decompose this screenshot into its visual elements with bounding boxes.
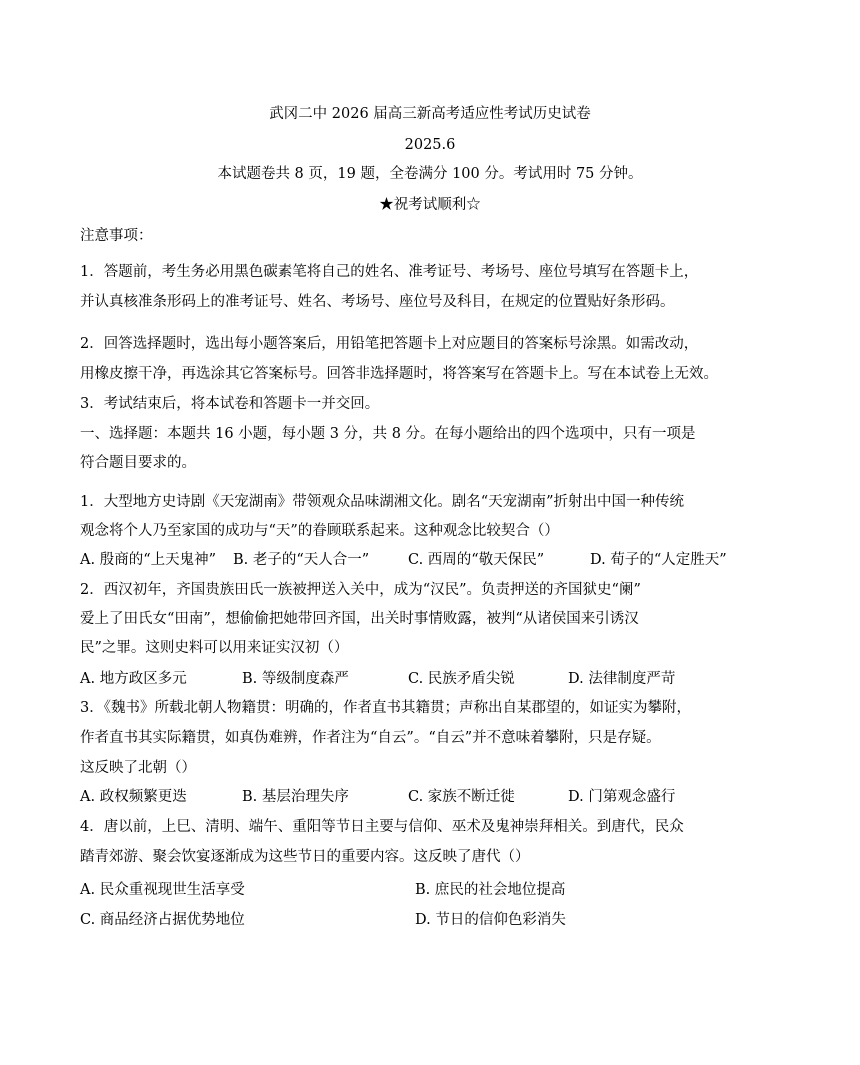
question-1-line-2: 观念将个人乃至家国的成功与“天”的眷顾联系起来。这种观念比较契合（） bbox=[80, 523, 559, 539]
question-3-option-d[interactable]: D. 门第观念盛行 bbox=[568, 789, 676, 805]
exam-info: 本试题卷共 8 页，19 题，全卷满分 100 分。考试用时 75 分钟。 bbox=[217, 166, 643, 182]
question-2-line-3: 民”之罪。这则史料可以用来证实汉初（） bbox=[80, 640, 349, 656]
question-4-option-b[interactable]: B. 庶民的社会地位提高 bbox=[415, 882, 566, 898]
question-3-option-b[interactable]: B. 基层治理失序 bbox=[242, 789, 349, 805]
exam-date: 2025.6 bbox=[404, 137, 456, 153]
question-3-line-1: 3．《魏书》所载北朝人物籍贯：明确的，作者直书其籍贯；声称出自某郡望的，如证实为攀附， bbox=[80, 700, 691, 716]
exam-title: 武冈二中 2026 届高三新高考适应性考试历史试卷 bbox=[269, 106, 591, 122]
exam-wish: ★祝考试顺利☆ bbox=[379, 197, 481, 213]
question-4-line-2: 踏青郊游、聚会饮宴逐渐成为这些节日的重要内容。这反映了唐代（） bbox=[80, 849, 530, 865]
question-2-option-a[interactable]: A. 地方政区多元 bbox=[80, 671, 187, 687]
notice-item-1-line-1: 1．答题前，考生务必用黑色碳素笔将自己的姓名、准考证号、考场号、座位号填写在答题卡上， bbox=[80, 264, 699, 280]
question-1-option-d[interactable]: D. 荀子的“人定胜天” bbox=[590, 552, 727, 568]
question-1-option-a[interactable]: A. 殷商的“上天鬼神” bbox=[80, 552, 217, 568]
question-4-option-a[interactable]: A. 民众重视现世生活享受 bbox=[80, 882, 245, 898]
notice-heading: 注意事项： bbox=[80, 228, 153, 244]
question-2-option-c[interactable]: C. 民族矛盾尖锐 bbox=[408, 671, 515, 687]
question-3-option-c[interactable]: C. 家族不断迁徙 bbox=[408, 789, 515, 805]
question-1-option-c[interactable]: C. 西周的“敬天保民” bbox=[408, 552, 545, 568]
question-2-option-d[interactable]: D. 法律制度严苛 bbox=[568, 671, 676, 687]
question-1-line-1: 1．大型地方史诗剧《天宠湖南》带领观众品味湖湘文化。剧名“天宠湖南”折射出中国一种传统 bbox=[80, 494, 685, 510]
section-1-intro-line-2: 符合题目要求的。 bbox=[80, 455, 196, 471]
question-3-line-2: 作者直书其实际籍贯，如真伪难辨，作者注为“自云”。“自云”并不意味着攀附，只是存疑。 bbox=[80, 730, 661, 746]
question-4-line-1: 4．唐以前，上巳、清明、端午、重阳等节日主要与信仰、巫术及鬼神崇拜相关。到唐代，民众 bbox=[80, 819, 684, 835]
question-1-option-b[interactable]: B. 老子的“天人合一” bbox=[233, 552, 370, 568]
notice-item-1-line-2: 并认真核准条形码上的准考证号、姓名、考场号、座位号及科目，在规定的位置贴好条形码。 bbox=[80, 294, 675, 310]
question-3-option-a[interactable]: A. 政权频繁更迭 bbox=[80, 789, 187, 805]
question-4-option-d[interactable]: D. 节日的信仰色彩消失 bbox=[415, 912, 566, 928]
question-4-option-c[interactable]: C. 商品经济占据优势地位 bbox=[80, 912, 245, 928]
notice-item-2-line-1: 2．回答选择题时，选出每小题答案后，用铅笔把答题卡上对应题目的答案标号涂黑。如需改动， bbox=[80, 336, 699, 352]
question-2-line-1: 2．西汉初年，齐国贵族田氏一族被押送入关中，成为“汉民”。负责押送的齐国狱史“阑” bbox=[80, 582, 641, 598]
section-1-intro-line-1: 一、选择题：本题共 16 小题，每小题 3 分，共 8 分。在每小题给出的四个选项中，只有一项是 bbox=[80, 426, 696, 442]
question-2-line-2: 爱上了田氏女“田南”，想偷偷把她带回齐国，出关时事情败露，被判“从诸侯国来引诱汉 bbox=[80, 611, 639, 627]
notice-item-3: 3．考试结束后，将本试卷和答题卡一并交回。 bbox=[80, 396, 380, 412]
notice-item-2-line-2: 用橡皮擦干净，再选涂其它答案标号。回答非选择题时，将答案写在答题卡上。写在本试卷上无效。 bbox=[80, 366, 718, 382]
question-2-option-b[interactable]: B. 等级制度森严 bbox=[242, 671, 349, 687]
question-3-line-3: 这反映了北朝（） bbox=[80, 760, 196, 776]
